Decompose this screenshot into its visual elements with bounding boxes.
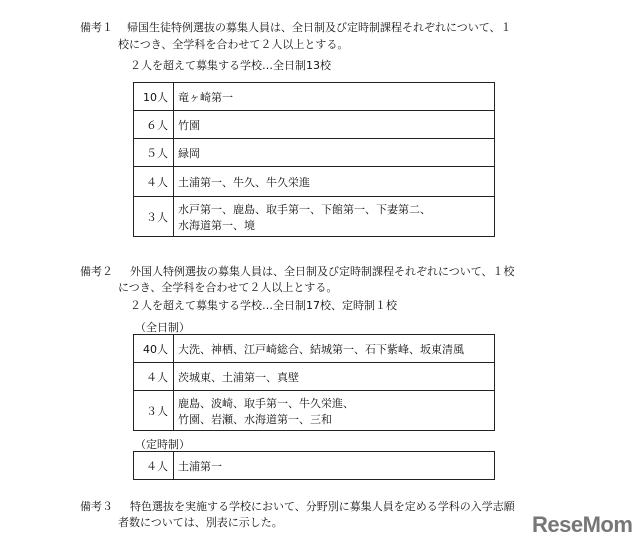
- schools-cell: 大洗、神栖、江戸崎総合、結城第一、石下紫峰、坂東清風: [174, 335, 495, 363]
- fulltime-table: [133, 334, 495, 431]
- table-row: [134, 111, 495, 139]
- count-cell: ３人: [134, 391, 174, 431]
- fulltime-label: （全日制）: [135, 321, 190, 334]
- schools-cell: 緑岡: [174, 139, 495, 167]
- note2-line1: 外国人特例選抜の募集人員は、全日制及び定時制課程それぞれについて、１校: [130, 265, 515, 278]
- schools-cell: 土浦第一、牛久、牛久栄進: [174, 167, 495, 197]
- count-cell: 10人: [134, 83, 174, 111]
- schools-cell: [174, 197, 495, 237]
- note1-table: [133, 82, 495, 237]
- table-row: [134, 363, 495, 391]
- schools-cell: 竹園: [174, 111, 495, 139]
- parttime-label: （定時制）: [135, 438, 190, 451]
- table-row: [134, 197, 495, 237]
- note1-label: 備考１: [80, 21, 113, 34]
- count-cell: ４人: [134, 167, 174, 197]
- note2-line2: につき、全学科を合わせて２人以上とする。: [118, 281, 338, 294]
- count-cell: ６人: [134, 111, 174, 139]
- note1-line1: 帰国生徒特例選抜の募集人員は、全日制及び定時制課程それぞれについて、１: [127, 21, 512, 34]
- note1-summary: ２人を超えて募集する学校…全日制13校: [130, 59, 331, 72]
- note3-line2: 者数については、別表に示した。: [118, 516, 283, 529]
- count-cell: ４人: [134, 452, 174, 480]
- note1-line2: 校につき、全学科を合わせて２人以上とする。: [118, 38, 349, 51]
- parttime-table: [133, 451, 495, 480]
- schools-cell: [174, 391, 495, 431]
- count-cell: 40人: [134, 335, 174, 363]
- schools-line: 竹園、岩瀬、水海道第一、三和: [178, 412, 332, 426]
- schools-line: 鹿島、波崎、取手第一、牛久栄進、: [178, 396, 354, 410]
- table-row: [134, 83, 495, 111]
- schools-cell: 竜ヶ崎第一: [174, 83, 495, 111]
- note2-label: 備考２: [80, 265, 113, 278]
- table-row: [134, 452, 495, 480]
- schools-cell: 土浦第一: [174, 452, 495, 480]
- count-cell: ４人: [134, 363, 174, 391]
- table-row: [134, 139, 495, 167]
- table-row: [134, 335, 495, 363]
- resemom-logo: ReseMom: [532, 512, 633, 537]
- schools-cell: 茨城東、土浦第一、真壁: [174, 363, 495, 391]
- schools-line: 水海道第一、境: [178, 218, 255, 232]
- note2-summary: ２人を超えて募集する学校…全日制17校、定時制１校: [130, 299, 397, 312]
- table-row: [134, 167, 495, 197]
- count-cell: ５人: [134, 139, 174, 167]
- count-cell: ３人: [134, 197, 174, 237]
- table-row: [134, 391, 495, 431]
- note3-line1: 特色選抜を実施する学校において、分野別に募集人員を定める学科の入学志願: [130, 500, 515, 513]
- note3-label: 備考３: [80, 500, 113, 513]
- schools-line: 水戸第一、鹿島、取手第一、下館第一、下妻第二、: [178, 202, 431, 216]
